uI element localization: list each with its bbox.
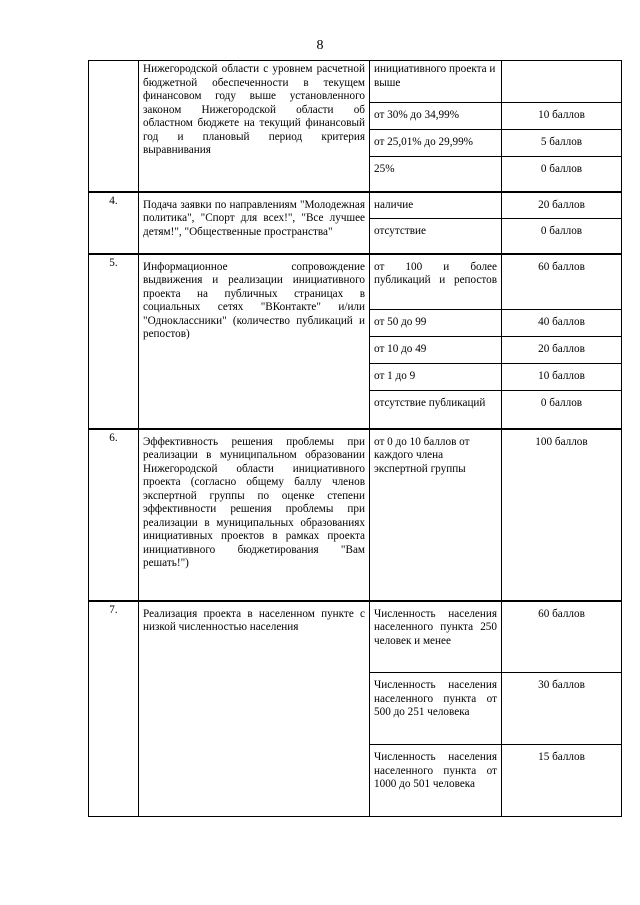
criteria-table xyxy=(88,60,622,817)
option-label: от 50 до 99 xyxy=(370,310,502,337)
table-row xyxy=(89,192,622,219)
row-number: 6. xyxy=(89,429,139,601)
option-label: отсутствие xyxy=(370,219,502,254)
option-label-text: отсутствие публикаций xyxy=(374,397,486,409)
table-row xyxy=(89,601,622,673)
option-points: 100 баллов xyxy=(502,429,622,601)
row-number xyxy=(89,61,139,192)
row-number: 7. xyxy=(89,601,139,817)
option-points: 60 баллов xyxy=(502,254,622,310)
criterion-text: Эффективность решения проблемы при реализации в муниципальном образовании Нижегородской области инициативного проекта (согласно общему баллу членов экспертной группы по оценке степени эффективности решения проблемы при реализации в муниципальных образованиях инициативных проектов в рамках проекта инициативного бюджетирования "Вам решать!") xyxy=(139,429,370,601)
option-points: 0 баллов xyxy=(502,219,622,254)
table-row xyxy=(89,429,622,601)
option-label-text: от 0 до 10 баллов от каждого члена экспертной группы xyxy=(374,435,470,475)
option-label xyxy=(370,429,502,601)
option-label: от 30% до 34,99% xyxy=(370,103,502,130)
option-label: Численность населения населенного пункта от 500 до 251 человека xyxy=(370,673,502,745)
option-points: 15 баллов xyxy=(502,745,622,817)
option-label xyxy=(370,254,502,310)
option-label: от 25,01% до 29,99% xyxy=(370,130,502,157)
option-points: 40 баллов xyxy=(502,310,622,337)
option-label: от 1 до 9 xyxy=(370,364,502,391)
row-number: 5. xyxy=(89,254,139,429)
option-points: 30 баллов xyxy=(502,673,622,745)
option-label: наличие xyxy=(370,192,502,219)
option-points: 20 баллов xyxy=(502,337,622,364)
criterion-text: Нижегородской области с уровнем расчетной бюджетной обеспеченности в текущем финансовом году выше установленного законом Нижегородской области об областном бюджете на текущий финансовый год и плановый период критерия выравнивания xyxy=(139,61,370,192)
row-number: 4. xyxy=(89,192,139,254)
option-points: 5 баллов xyxy=(502,130,622,157)
option-label: от 10 до 49 xyxy=(370,337,502,364)
option-points: 0 баллов xyxy=(502,391,622,429)
table-row xyxy=(89,61,622,103)
option-label: Численность населения населенного пункта от 1000 до 501 человека xyxy=(370,745,502,817)
option-points: 20 баллов xyxy=(502,192,622,219)
page-number: 8 xyxy=(316,38,324,53)
option-label xyxy=(370,61,502,103)
option-label: Численность населения населенного пункта 250 человек и менее xyxy=(370,601,502,673)
option-label: 25% xyxy=(370,157,502,192)
option-points: 10 баллов xyxy=(502,364,622,391)
table-row xyxy=(89,254,622,310)
criterion-text: Реализация проекта в населенном пункте с низкой численностью населения xyxy=(139,601,370,817)
option-points: 10 баллов xyxy=(502,103,622,130)
option-label xyxy=(370,391,502,429)
option-label-text: инициативного проекта и выше xyxy=(374,63,496,89)
criterion-text: Подача заявки по направлениям "Молодежная политика", "Спорт для всех!", "Все лучшее детям!", "Общественные пространства" xyxy=(139,192,370,254)
option-label-text: от 100 и более публикаций и репостов xyxy=(374,260,497,286)
criterion-text: Информационное сопровождение выдвижения и реализации инициативного проекта на публичных страницах в социальных сетях "ВКонтакте" и/или "Одноклассники" (количество публикаций и репостов) xyxy=(139,254,370,429)
option-points: 60 баллов xyxy=(502,601,622,673)
option-points xyxy=(502,61,622,103)
option-points: 0 баллов xyxy=(502,157,622,192)
